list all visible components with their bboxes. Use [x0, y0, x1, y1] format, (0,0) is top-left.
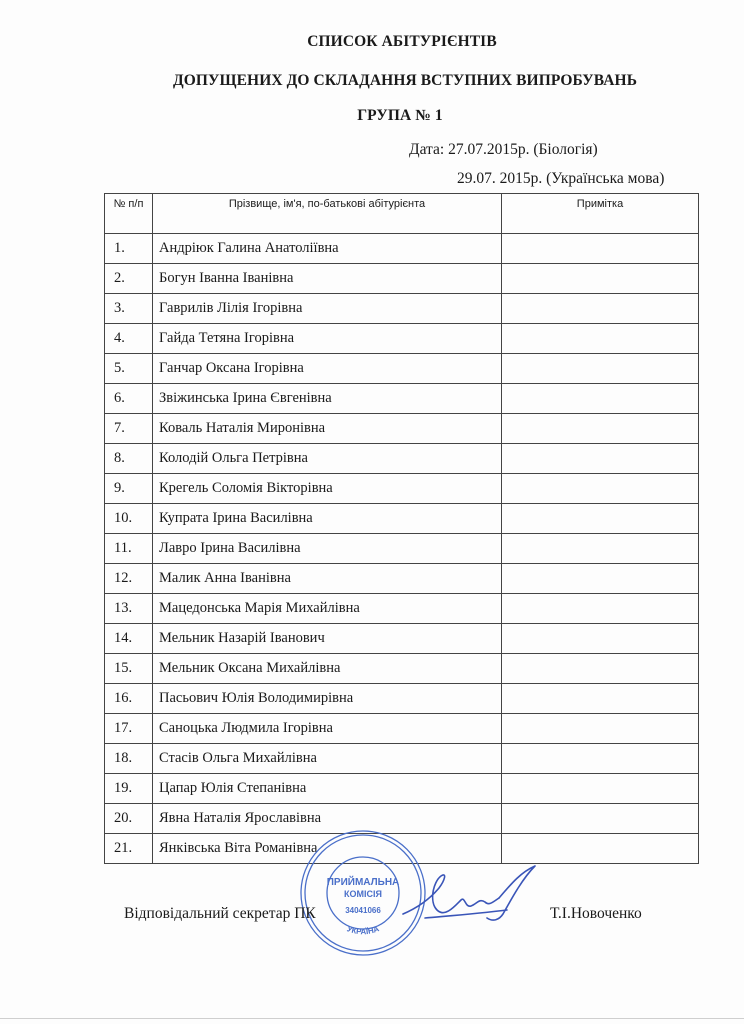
row-note	[502, 624, 699, 654]
row-note	[502, 234, 699, 264]
applicant-name: Андріюк Галина Анатоліївна	[153, 234, 502, 264]
document-subtitle: ДОПУЩЕНИХ ДО СКЛАДАННЯ ВСТУПНИХ ВИПРОБУВАНЬ	[172, 72, 638, 89]
row-number: 12.	[105, 564, 153, 594]
applicant-name: Цапар Юлія Степанівна	[153, 774, 502, 804]
applicant-name: Гаврилів Лілія Ігорівна	[153, 294, 502, 324]
table-row	[105, 774, 699, 804]
row-note	[502, 414, 699, 444]
header-full-name: Прізвище, ім'я, по-батькові абітурієнта	[153, 194, 502, 234]
applicant-table	[104, 193, 699, 864]
table-row	[105, 534, 699, 564]
row-number: 8.	[105, 444, 153, 474]
applicant-name: Явна Наталія Ярославівна	[153, 804, 502, 834]
responsible-secretary-label: Відповідальний секретар ПК	[124, 905, 316, 922]
row-number: 18.	[105, 744, 153, 774]
table-row	[105, 684, 699, 714]
table-row	[105, 654, 699, 684]
row-note	[502, 324, 699, 354]
seal-center-line2: КОМІСІЯ	[344, 889, 382, 899]
table-row	[105, 354, 699, 384]
row-number: 2.	[105, 264, 153, 294]
row-number: 15.	[105, 654, 153, 684]
row-number: 13.	[105, 594, 153, 624]
group-heading: ГРУПА № 1	[357, 107, 443, 124]
header-note: Примітка	[502, 194, 699, 234]
applicant-name: Звіжинська Ірина Євгенівна	[153, 384, 502, 414]
row-number: 6.	[105, 384, 153, 414]
row-number: 4.	[105, 324, 153, 354]
row-note	[502, 684, 699, 714]
document-title: СПИСОК АБІТУРІЄНТІВ	[307, 33, 497, 50]
exam-date-biology: Дата: 27.07.2015р. (Біологія)	[409, 141, 598, 158]
row-note	[502, 834, 699, 864]
page-edge-divider	[0, 1018, 744, 1019]
applicant-name: Ганчар Оксана Ігорівна	[153, 354, 502, 384]
seal-code: 34041066	[345, 906, 381, 915]
row-note	[502, 504, 699, 534]
row-note	[502, 444, 699, 474]
applicant-name: Богун Іванна Іванівна	[153, 264, 502, 294]
applicant-name: Мельник Оксана Михайлівна	[153, 654, 502, 684]
table-row	[105, 384, 699, 414]
row-note	[502, 654, 699, 684]
header-number: № п/п	[105, 194, 153, 234]
applicant-name: Коваль Наталія Миронівна	[153, 414, 502, 444]
table-row	[105, 744, 699, 774]
row-number: 10.	[105, 504, 153, 534]
row-note	[502, 264, 699, 294]
table-row	[105, 414, 699, 444]
table-row	[105, 504, 699, 534]
applicant-name: Стасів Ольга Михайлівна	[153, 744, 502, 774]
row-number: 19.	[105, 774, 153, 804]
row-note	[502, 774, 699, 804]
row-note	[502, 354, 699, 384]
applicant-name: Мацедонська Марія Михайлівна	[153, 594, 502, 624]
row-number: 16.	[105, 684, 153, 714]
applicant-name: Саноцька Людмила Ігорівна	[153, 714, 502, 744]
row-number: 9.	[105, 474, 153, 504]
seal-center-line1: ПРИЙМАЛЬНА	[326, 877, 400, 888]
table-header-row	[105, 194, 699, 234]
row-number: 11.	[105, 534, 153, 564]
table-row	[105, 234, 699, 264]
row-number: 21.	[105, 834, 153, 864]
applicant-name: Янківська Віта Романівна	[153, 834, 502, 864]
row-note	[502, 294, 699, 324]
table-row	[105, 594, 699, 624]
row-note	[502, 564, 699, 594]
row-note	[502, 804, 699, 834]
row-number: 14.	[105, 624, 153, 654]
table-row	[105, 444, 699, 474]
row-note	[502, 384, 699, 414]
table-row	[105, 264, 699, 294]
exam-date-ukrainian: 29.07. 2015р. (Українська мова)	[457, 170, 665, 187]
row-note	[502, 474, 699, 504]
table-row	[105, 474, 699, 504]
table-row	[105, 624, 699, 654]
signatory-name: Т.І.Новоченко	[550, 905, 642, 922]
seal-bottom-word: УКРАЇНА	[345, 924, 381, 937]
applicant-name: Лавро Ірина Василівна	[153, 534, 502, 564]
table-body	[105, 234, 699, 864]
row-number: 20.	[105, 804, 153, 834]
row-note	[502, 744, 699, 774]
applicant-name: Крегель Соломія Вікторівна	[153, 474, 502, 504]
row-note	[502, 594, 699, 624]
row-number: 7.	[105, 414, 153, 444]
row-note	[502, 714, 699, 744]
applicant-name: Пасьович Юлія Володимирівна	[153, 684, 502, 714]
signature-icon	[395, 862, 545, 932]
row-note	[502, 534, 699, 564]
applicant-name: Малик Анна Іванівна	[153, 564, 502, 594]
table-row	[105, 564, 699, 594]
row-number: 5.	[105, 354, 153, 384]
applicant-name: Колодій Ольга Петрівна	[153, 444, 502, 474]
row-number: 17.	[105, 714, 153, 744]
applicant-name: Купрата Ірина Василівна	[153, 504, 502, 534]
table-row	[105, 714, 699, 744]
row-number: 3.	[105, 294, 153, 324]
applicant-name: Гайда Тетяна Ігорівна	[153, 324, 502, 354]
applicant-name: Мельник Назарій Іванович	[153, 624, 502, 654]
table-row	[105, 324, 699, 354]
row-number: 1.	[105, 234, 153, 264]
table-row	[105, 294, 699, 324]
